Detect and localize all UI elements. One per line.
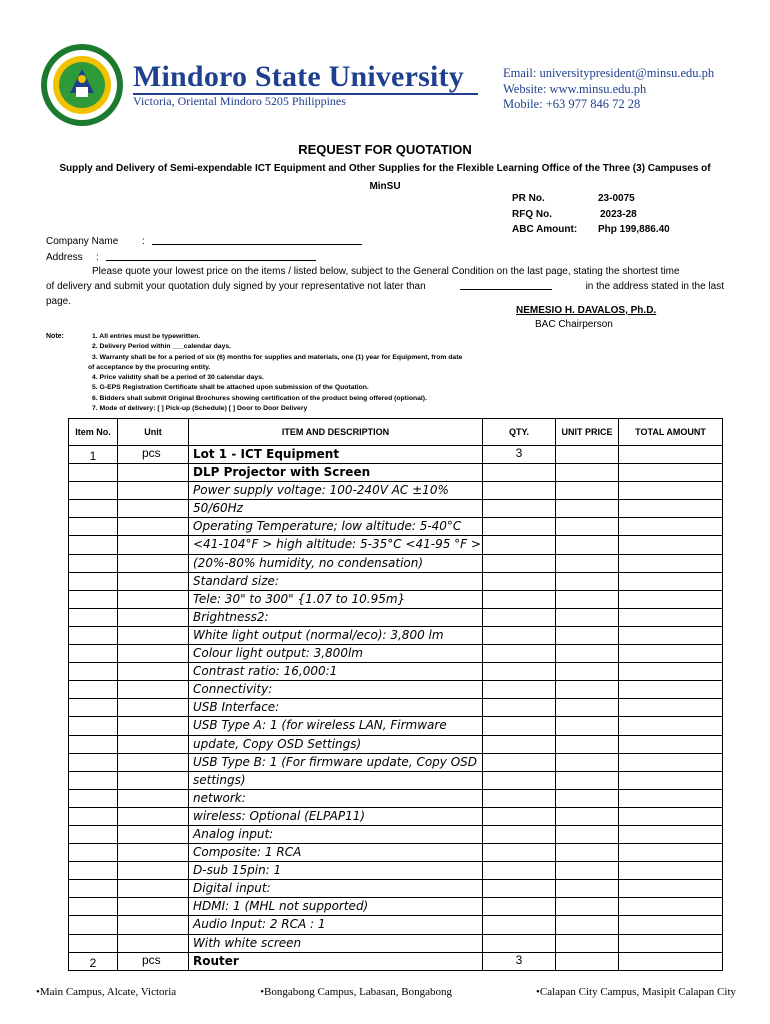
unit-cell: [118, 464, 189, 482]
unit-cell: [118, 663, 189, 681]
description-cell: <41-104°F > high altitude: 5-35°C <41-95 °F >: [189, 536, 483, 554]
unit-cell: [118, 844, 189, 862]
instruction-line-2b: in the address stated in the last: [585, 281, 724, 292]
note-item: of acceptance by the procuring entity.: [88, 363, 211, 371]
description-cell: White light output (normal/eco): 3,800 lm: [189, 626, 483, 644]
qty-cell: [483, 518, 556, 536]
note-label: Note:: [46, 333, 64, 340]
table-row: [69, 753, 723, 771]
notes-list: [88, 332, 463, 414]
total-amount-cell[interactable]: [619, 789, 723, 807]
table-row: [69, 464, 723, 482]
col-qty: QTY.: [483, 419, 556, 446]
total-amount-cell[interactable]: [619, 699, 723, 717]
table-row: [69, 554, 723, 572]
table-row: [69, 789, 723, 807]
description-cell: 50/60Hz: [189, 500, 483, 518]
description-cell: DLP Projector with Screen: [189, 464, 483, 482]
table-header-row: [69, 419, 723, 446]
table-row: [69, 844, 723, 862]
unit-price-cell[interactable]: [556, 880, 619, 898]
table-row: [69, 500, 723, 518]
table-row: [69, 717, 723, 735]
unit-cell: [118, 626, 189, 644]
items-table: [68, 418, 723, 971]
description-cell: Contrast ratio: 16,000:1: [189, 663, 483, 681]
unit-cell: [118, 771, 189, 789]
unit-cell: [118, 934, 189, 952]
unit-price-cell[interactable]: [556, 825, 619, 843]
unit-cell: [118, 916, 189, 934]
qty-cell: [483, 681, 556, 699]
unit-price-cell[interactable]: [556, 717, 619, 735]
item-no-cell: [69, 518, 118, 536]
total-amount-cell[interactable]: [619, 572, 723, 590]
total-amount-cell[interactable]: [619, 554, 723, 572]
pr-info: [512, 191, 670, 238]
table-row: [69, 536, 723, 554]
unit-cell: [118, 572, 189, 590]
unit-price-cell[interactable]: [556, 753, 619, 771]
description-cell: Analog input:: [189, 825, 483, 843]
contact-block: [503, 66, 714, 113]
total-amount-cell[interactable]: [619, 446, 723, 464]
qty-cell: [483, 645, 556, 663]
note-item: 2. Delivery Period within ___calendar days.: [92, 343, 232, 351]
qty-cell: [483, 500, 556, 518]
table-row: [69, 934, 723, 952]
total-amount-cell[interactable]: [619, 952, 723, 970]
description-cell: Operating Temperature; low altitude: 5-40°C: [189, 518, 483, 536]
address-label: Address: [46, 252, 83, 263]
total-amount-cell[interactable]: [619, 735, 723, 753]
footer-campus-calapan: •Calapan City Campus, Masipit Calapan City: [536, 986, 736, 998]
subtitle-line-2: MinSU: [369, 181, 401, 192]
total-amount-cell[interactable]: [619, 500, 723, 518]
total-amount-cell[interactable]: [619, 464, 723, 482]
qty-cell: [483, 464, 556, 482]
rfq-no-label: RFQ No.: [512, 208, 552, 220]
item-no-cell: [69, 554, 118, 572]
unit-cell: [118, 518, 189, 536]
footer-campus-bongabong: •Bongabong Campus, Labasan, Bongabong: [260, 986, 452, 998]
description-cell: Tele: 30" to 300" {1.07 to 10.95m}: [189, 590, 483, 608]
company-fields: [46, 234, 362, 266]
table-row: [69, 446, 723, 464]
unit-cell: pcs: [118, 952, 189, 970]
item-no-cell: [69, 862, 118, 880]
unit-cell: [118, 500, 189, 518]
item-no-cell: [69, 880, 118, 898]
unit-cell: [118, 789, 189, 807]
unit-cell: [118, 536, 189, 554]
pr-no-value: 23-0075: [598, 193, 635, 204]
unit-cell: [118, 482, 189, 500]
table-row: [69, 482, 723, 500]
qty-cell: [483, 862, 556, 880]
qty-cell: [483, 807, 556, 825]
col-description: ITEM AND DESCRIPTION: [189, 419, 483, 446]
description-cell: settings): [189, 771, 483, 789]
deadline-field[interactable]: [460, 279, 552, 290]
item-no-cell: [69, 789, 118, 807]
note-item: 6. Bidders shall submit Original Brochures showing certification of the product being offered (optional).: [92, 394, 427, 402]
qty-cell: [483, 608, 556, 626]
qty-cell: [483, 898, 556, 916]
table-row: [69, 862, 723, 880]
total-amount-cell[interactable]: [619, 645, 723, 663]
table-row: [69, 771, 723, 789]
description-cell: Lot 1 - ICT Equipment: [189, 446, 483, 464]
total-amount-cell[interactable]: [619, 663, 723, 681]
total-amount-cell[interactable]: [619, 916, 723, 934]
unit-price-cell[interactable]: [556, 464, 619, 482]
total-amount-cell[interactable]: [619, 862, 723, 880]
unit-price-cell[interactable]: [556, 862, 619, 880]
item-no-cell: [69, 771, 118, 789]
unit-price-cell[interactable]: [556, 536, 619, 554]
company-name-label: Company Name: [46, 236, 119, 247]
table-row: [69, 681, 723, 699]
instruction-line-2a: of delivery and submit your quotation duly signed by your representative not later than: [46, 281, 426, 292]
description-cell: Connectivity:: [189, 681, 483, 699]
company-name-field[interactable]: [152, 234, 362, 245]
unit-price-cell[interactable]: [556, 735, 619, 753]
total-amount-cell[interactable]: [619, 844, 723, 862]
unit-cell: [118, 608, 189, 626]
unit-price-cell[interactable]: [556, 554, 619, 572]
unit-price-cell[interactable]: [556, 446, 619, 464]
table-row: [69, 590, 723, 608]
unit-price-cell[interactable]: [556, 789, 619, 807]
unit-cell: [118, 645, 189, 663]
col-unit: Unit: [118, 419, 189, 446]
qty-cell: [483, 554, 556, 572]
total-amount-cell[interactable]: [619, 771, 723, 789]
total-amount-cell[interactable]: [619, 608, 723, 626]
table-row: [69, 699, 723, 717]
address-colon: :: [96, 252, 99, 263]
unit-cell: [118, 735, 189, 753]
description-cell: Power supply voltage: 100-240V AC ±10%: [189, 482, 483, 500]
unit-price-cell[interactable]: [556, 898, 619, 916]
rfq-no-value: 2023-28: [600, 208, 637, 220]
pr-no-label: PR No.: [512, 193, 545, 204]
unit-price-cell[interactable]: [556, 771, 619, 789]
item-no-cell: [69, 464, 118, 482]
table-row: [69, 807, 723, 825]
table-row: [69, 916, 723, 934]
description-cell: D-sub 15pin: 1: [189, 862, 483, 880]
item-no-cell: 2: [69, 952, 118, 970]
total-amount-cell[interactable]: [619, 753, 723, 771]
item-no-cell: [69, 753, 118, 771]
col-unit-price: UNIT PRICE: [556, 419, 619, 446]
campus-footer: [36, 986, 736, 998]
mobile-text: Mobile: +63 977 846 72 28: [503, 97, 641, 111]
total-amount-cell[interactable]: [619, 681, 723, 699]
qty-cell: [483, 536, 556, 554]
description-cell: USB Interface:: [189, 699, 483, 717]
item-no-cell: [69, 681, 118, 699]
description-cell: Standard size:: [189, 572, 483, 590]
unit-cell: [118, 880, 189, 898]
item-no-cell: [69, 626, 118, 644]
item-no-cell: [69, 482, 118, 500]
unit-cell: [118, 825, 189, 843]
item-no-cell: [69, 645, 118, 663]
document-title: REQUEST FOR QUOTATION: [298, 142, 472, 157]
unit-price-cell[interactable]: [556, 663, 619, 681]
item-no-cell: [69, 500, 118, 518]
qty-cell: [483, 753, 556, 771]
item-no-cell: [69, 536, 118, 554]
qty-cell: [483, 663, 556, 681]
table-row: [69, 880, 723, 898]
unit-cell: [118, 753, 189, 771]
item-no-cell: [69, 699, 118, 717]
qty-cell: [483, 717, 556, 735]
description-cell: Colour light output: 3,800lm: [189, 645, 483, 663]
description-cell: Brightness2:: [189, 608, 483, 626]
unit-cell: [118, 554, 189, 572]
university-seal-logo: [40, 43, 124, 127]
note-item: 4. Price validity shall be a period of 30 calendar days.: [92, 374, 264, 382]
item-no-cell: [69, 844, 118, 862]
unit-cell: [118, 898, 189, 916]
item-no-cell: [69, 663, 118, 681]
total-amount-cell[interactable]: [619, 626, 723, 644]
signer-name: NEMESIO H. DAVALOS, Ph.D.: [516, 305, 657, 316]
company-name-colon: :: [142, 236, 145, 247]
total-amount-cell[interactable]: [619, 934, 723, 952]
table-row: [69, 898, 723, 916]
table-row: [69, 735, 723, 753]
qty-cell: [483, 880, 556, 898]
item-no-cell: [69, 825, 118, 843]
description-cell: With white screen: [189, 934, 483, 952]
total-amount-cell[interactable]: [619, 880, 723, 898]
description-cell: Audio Input: 2 RCA : 1: [189, 916, 483, 934]
abc-value: Php 199,886.40: [598, 224, 670, 235]
qty-cell: [483, 916, 556, 934]
description-cell: Composite: 1 RCA: [189, 844, 483, 862]
total-amount-cell[interactable]: [619, 717, 723, 735]
description-cell: update, Copy OSD Settings): [189, 735, 483, 753]
qty-cell: [483, 844, 556, 862]
note-item: 7. Mode of delivery: [ ] Pick-up (Schedule) [ ] Door to Door Delivery: [92, 405, 308, 413]
item-no-cell: [69, 608, 118, 626]
qty-cell: [483, 771, 556, 789]
qty-cell: [483, 590, 556, 608]
unit-price-cell[interactable]: [556, 916, 619, 934]
table-row: [69, 663, 723, 681]
total-amount-cell[interactable]: [619, 898, 723, 916]
col-total: TOTAL AMOUNT: [619, 419, 723, 446]
table-row: [69, 645, 723, 663]
qty-cell: [483, 626, 556, 644]
unit-cell: [118, 699, 189, 717]
qty-cell: [483, 934, 556, 952]
unit-price-cell[interactable]: [556, 518, 619, 536]
note-item: 5. G-EPS Registration Certificate shall be attached upon submission of the Quotation.: [92, 384, 369, 392]
qty-cell: [483, 789, 556, 807]
unit-cell: [118, 807, 189, 825]
unit-cell: [118, 590, 189, 608]
description-cell: (20%-80% humidity, no condensation): [189, 554, 483, 572]
note-item: 1. All entries must be typewritten.: [92, 333, 201, 340]
signer-title: BAC Chairperson: [535, 319, 613, 330]
item-no-cell: [69, 572, 118, 590]
instruction-line-1: Please quote your lowest price on the items / listed below, subject to the General Condition on the last page, stating the shortest time: [92, 266, 680, 277]
email-text: Email: universitypresident@minsu.edu.ph: [503, 66, 715, 80]
total-amount-cell[interactable]: [619, 590, 723, 608]
website-text: Website: www.minsu.edu.ph: [503, 81, 647, 96]
description-cell: wireless: Optional (ELPAP11): [189, 807, 483, 825]
table-row: [69, 572, 723, 590]
total-amount-cell[interactable]: [619, 825, 723, 843]
subtitle-line-1: Supply and Delivery of Semi-expendable ICT Equipment and Other Supplies for the Flexible Learning Office of the Three (3) Campuses of: [59, 163, 711, 174]
item-no-cell: [69, 590, 118, 608]
table-row: [69, 825, 723, 843]
item-no-cell: [69, 916, 118, 934]
total-amount-cell[interactable]: [619, 807, 723, 825]
description-cell: USB Type A: 1 (for wireless LAN, Firmware: [189, 717, 483, 735]
item-no-cell: [69, 898, 118, 916]
unit-cell: [118, 717, 189, 735]
unit-price-cell[interactable]: [556, 590, 619, 608]
qty-cell: [483, 825, 556, 843]
total-amount-cell[interactable]: [619, 536, 723, 554]
description-cell: Router: [189, 952, 483, 970]
unit-cell: [118, 862, 189, 880]
quotation-instructions: [46, 264, 724, 309]
item-no-cell: [69, 735, 118, 753]
item-no-cell: 1: [69, 446, 118, 464]
unit-price-cell[interactable]: [556, 699, 619, 717]
item-no-cell: [69, 934, 118, 952]
unit-price-cell[interactable]: [556, 572, 619, 590]
unit-price-cell[interactable]: [556, 952, 619, 970]
abc-label: ABC Amount:: [512, 224, 578, 235]
unit-price-cell[interactable]: [556, 500, 619, 518]
description-cell: USB Type B: 1 (For firmware update, Copy OSD: [189, 753, 483, 771]
unit-price-cell[interactable]: [556, 608, 619, 626]
total-amount-cell[interactable]: [619, 518, 723, 536]
unit-cell: [118, 681, 189, 699]
table-row: [69, 952, 723, 970]
unit-price-cell[interactable]: [556, 482, 619, 500]
description-cell: Digital input:: [189, 880, 483, 898]
qty-cell: [483, 699, 556, 717]
footer-campus-main: •Main Campus, Alcate, Victoria: [36, 986, 177, 998]
university-name: Mindoro State University: [133, 60, 464, 93]
unit-price-cell[interactable]: [556, 807, 619, 825]
item-no-cell: [69, 717, 118, 735]
unit-cell: pcs: [118, 446, 189, 464]
col-item-no: Item No.: [69, 419, 118, 446]
table-row: [69, 518, 723, 536]
university-address: Victoria, Oriental Mindoro 5205 Philippines: [133, 94, 346, 108]
qty-cell: 3: [483, 952, 556, 970]
qty-cell: [483, 572, 556, 590]
qty-cell: [483, 482, 556, 500]
table-row: [69, 608, 723, 626]
description-cell: network:: [189, 789, 483, 807]
description-cell: HDMI: 1 (MHL not supported): [189, 898, 483, 916]
unit-price-cell[interactable]: [556, 626, 619, 644]
qty-cell: 3: [483, 446, 556, 464]
table-row: [69, 626, 723, 644]
item-no-cell: [69, 807, 118, 825]
qty-cell: [483, 735, 556, 753]
total-amount-cell[interactable]: [619, 482, 723, 500]
note-item: 3. Warranty shall be for a period of six (6) months for supplies and materials, one (1) year for Equipment, from date: [92, 353, 463, 361]
unit-price-cell[interactable]: [556, 934, 619, 952]
unit-price-cell[interactable]: [556, 844, 619, 862]
instruction-line-3: page.: [46, 296, 72, 307]
unit-price-cell[interactable]: [556, 681, 619, 699]
address-field[interactable]: [106, 250, 316, 261]
unit-price-cell[interactable]: [556, 645, 619, 663]
